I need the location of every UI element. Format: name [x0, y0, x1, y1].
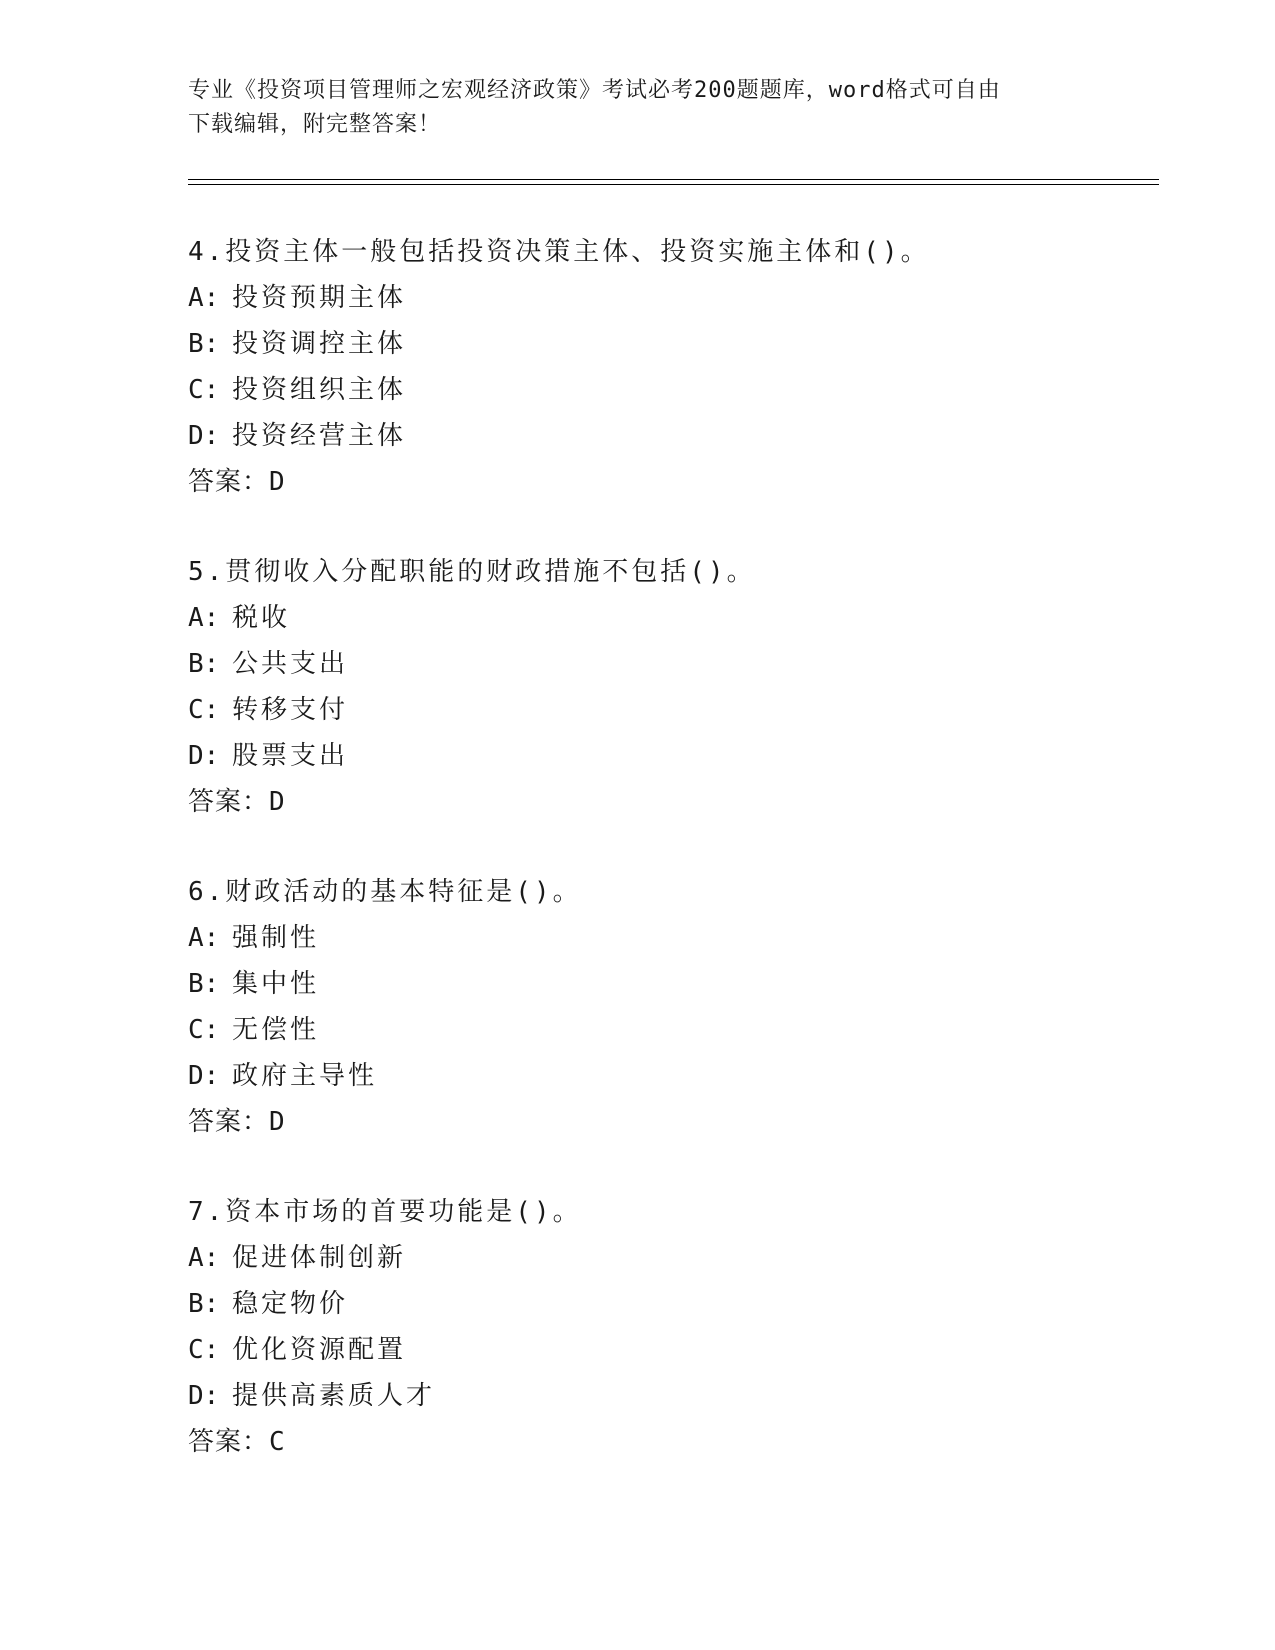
answer-label: 答案：: [188, 1427, 270, 1457]
option-d: [188, 733, 1188, 779]
answer-value: D: [269, 787, 286, 817]
option-letter: A:: [188, 923, 220, 953]
question-block: [188, 869, 1188, 1145]
option-c: [188, 367, 1188, 413]
option-text: 税收: [232, 603, 291, 633]
option-text: 投资调控主体: [232, 329, 407, 359]
header-divider-top: [188, 179, 1159, 180]
option-a: [188, 915, 1188, 961]
option-text: 提供高素质人才: [232, 1381, 436, 1411]
header-line-1: 专业《投资项目管理师之宏观经济政策》考试必考200题题库，word格式可自由: [188, 78, 1001, 103]
question-stem: 6.财政活动的基本特征是()。: [188, 877, 582, 907]
answer-line: [188, 1099, 1188, 1145]
question-block: [188, 549, 1188, 825]
option-c: [188, 1327, 1188, 1373]
option-b: [188, 641, 1188, 687]
option-b: [188, 321, 1188, 367]
answer-label: 答案：: [188, 1107, 270, 1137]
option-letter: A:: [188, 603, 220, 633]
option-text: 投资组织主体: [232, 375, 407, 405]
option-c: [188, 1007, 1188, 1053]
option-text: 政府主导性: [232, 1061, 378, 1091]
option-d: [188, 1373, 1188, 1419]
option-text: 转移支付: [232, 695, 349, 725]
option-text: 稳定物价: [232, 1289, 349, 1319]
question-stem: 5.贯彻收入分配职能的财政措施不包括()。: [188, 557, 756, 587]
option-text: 强制性: [232, 923, 320, 953]
answer-value: D: [269, 1107, 286, 1137]
header-divider-bottom: [188, 184, 1159, 185]
option-text: 公共支出: [232, 649, 349, 679]
option-letter: B:: [188, 649, 220, 679]
option-d: [188, 1053, 1188, 1099]
option-letter: D:: [188, 1061, 220, 1091]
option-a: [188, 1235, 1188, 1281]
option-text: 促进体制创新: [232, 1243, 407, 1273]
option-b: [188, 1281, 1188, 1327]
document-header: [188, 74, 1088, 142]
option-text: 集中性: [232, 969, 320, 999]
answer-label: 答案：: [188, 467, 270, 497]
option-text: 投资经营主体: [232, 421, 407, 451]
question-block: [188, 229, 1188, 505]
answer-value: D: [269, 467, 286, 497]
option-letter: C:: [188, 375, 220, 405]
option-letter: D:: [188, 741, 220, 771]
header-line-2: 下载编辑，附完整答案！: [188, 112, 442, 137]
answer-label: 答案：: [188, 787, 270, 817]
option-text: 无偿性: [232, 1015, 320, 1045]
answer-line: [188, 779, 1188, 825]
option-letter: C:: [188, 1015, 220, 1045]
option-a: [188, 595, 1188, 641]
option-letter: B:: [188, 329, 220, 359]
option-text: 股票支出: [232, 741, 349, 771]
option-a: [188, 275, 1188, 321]
option-text: 优化资源配置: [232, 1335, 407, 1365]
option-b: [188, 961, 1188, 1007]
option-letter: B:: [188, 969, 220, 999]
option-letter: A:: [188, 1243, 220, 1273]
question-stem: 7.资本市场的首要功能是()。: [188, 1197, 582, 1227]
option-text: 投资预期主体: [232, 283, 407, 313]
option-letter: A:: [188, 283, 220, 313]
option-letter: C:: [188, 1335, 220, 1365]
option-letter: D:: [188, 1381, 220, 1411]
answer-value: C: [269, 1427, 286, 1457]
option-letter: D:: [188, 421, 220, 451]
option-letter: C:: [188, 695, 220, 725]
option-d: [188, 413, 1188, 459]
question-block: [188, 1189, 1188, 1465]
answer-line: [188, 1419, 1188, 1465]
answer-line: [188, 459, 1188, 505]
question-stem: 4.投资主体一般包括投资决策主体、投资实施主体和()。: [188, 237, 930, 267]
option-c: [188, 687, 1188, 733]
option-letter: B:: [188, 1289, 220, 1319]
